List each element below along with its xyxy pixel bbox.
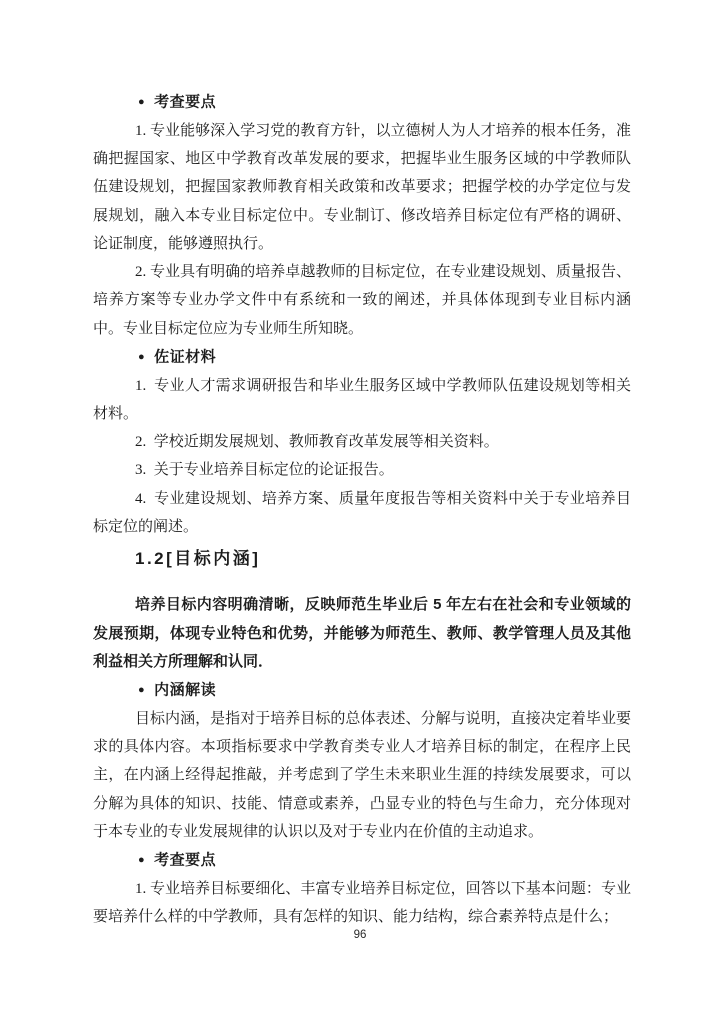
list-item: 4. 专业建设规划、培养方案、质量年度报告等相关资料中关于专业培养目标定位的阐述。 (93, 490, 631, 535)
body-paragraph: 2. 专业具有明确的培养卓越教师的目标定位，在专业建设规划、质量报告、培养方案等专业办学文件中有系统和一致的阐述，并具体体现到专业目标内涵中。专业目标定位应为专业师生所知晓。 (93, 264, 631, 337)
list-item: 3. 关于专业培养目标定位的论证报告。 (135, 462, 394, 479)
body-paragraph: 1. 专业培养目标要细化、丰富专业培养目标定位，回答以下基本问题：专业要培养什么样的中学教师，具有怎样的知识、能力结构，综合素养特点是什么； (93, 880, 631, 925)
emphasis-paragraph: 培养目标内容明确清晰，反映师范生毕业后 5 年左右在社会和专业领域的发展预期，体现专业特色和优势，并能够为师范生、教师、教学管理人员及其他利益相关方所理解和认同． (93, 596, 631, 670)
document-body (93, 88, 631, 931)
bullet-icon: ● (138, 854, 146, 866)
body-paragraph: 目标内涵，是指对于培养目标的总体表述、分解与说明，直接决定着毕业要求的具体内容。本项指标要求中学教育类专业人才培养目标的制定，在程序上民主，在内涵上经得起推敲，并考虑到了学生未来职业生涯的持续发展要求，可以分解为具体的知识、技能、情意或素养，凸显专业的特色与生命力，充分体现对于本专业的专业发展规律的认识以及对于专业内在价值的主动追求。 (93, 710, 631, 840)
bullet-heading-label: 佐证材料 (154, 348, 217, 366)
bullet-heading-connotation (93, 676, 631, 705)
bullet-heading-label: 内涵解读 (154, 681, 217, 699)
bullet-heading-supporting-materials (93, 343, 631, 372)
section-heading-1-2: 1.2[目标内涵] (135, 549, 261, 568)
list-item: 2. 学校近期发展规划、教师教育改革发展等相关资料。 (135, 434, 499, 450)
bullet-heading-label: 考查要点 (154, 93, 217, 111)
list-item: 1. 专业人才需求调研报告和毕业生服务区域中学教师队伍建设规划等相关材料。 (93, 377, 631, 422)
bullet-icon: ● (138, 684, 146, 696)
page-number: 96 (353, 929, 367, 941)
bullet-heading-exam-points-1 (93, 88, 631, 117)
bullet-icon: ● (138, 96, 146, 108)
body-paragraph: 1. 专业能够深入学习党的教育方针，以立德树人为人才培养的根本任务，准确把握国家、地区中学教育改革发展的要求，把握毕业生服务区域的中学教师队伍建设规划，把握国家教师教育相关政策和改革要求；把握学校的办学定位与发展规划，融入本专业目标定位中。专业制订、修改培养目标定位有严格的调研、论证制度，能够遵照执行。 (93, 122, 631, 252)
bullet-heading-label: 考查要点 (154, 851, 217, 869)
bullet-icon: ● (138, 350, 146, 363)
bullet-heading-exam-points-2 (93, 846, 631, 875)
